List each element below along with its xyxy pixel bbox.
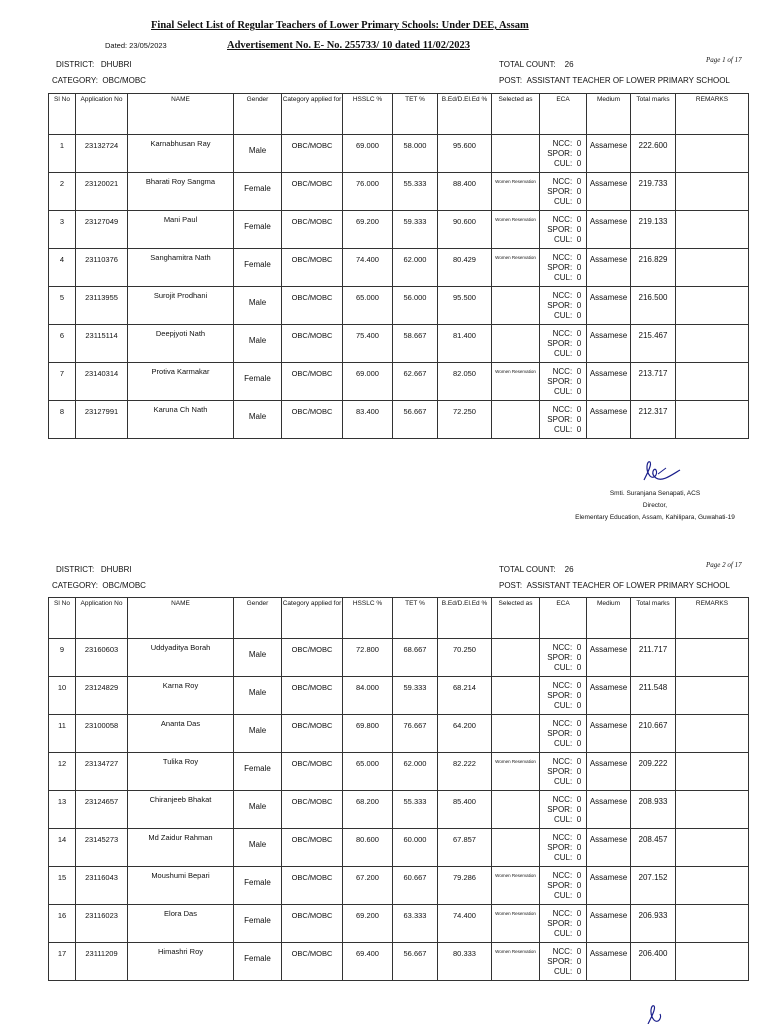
remarks (676, 829, 748, 835)
medium: Assamese (589, 293, 628, 302)
total-marks: 210.667 (638, 721, 668, 730)
selection-table-page-2 (48, 597, 749, 981)
table-row (49, 943, 749, 981)
medium: Assamese (589, 873, 628, 882)
medium: Assamese (589, 645, 628, 654)
table-row (49, 639, 749, 677)
category-label: CATEGORY: OBC/MOBC (52, 581, 146, 590)
column-header: ECA (540, 598, 587, 639)
post-value: ASSISTANT TEACHER OF LOWER PRIMARY SCHOOL (526, 76, 730, 85)
table-row (49, 401, 749, 439)
advertisement-number: Advertisement No. E- No. 255733/ 10 dated 11/02/2023 (227, 40, 470, 51)
tet-percent: 56.667 (403, 407, 427, 416)
candidate-name: Tulika Roy (162, 757, 199, 766)
selected-as (492, 325, 539, 331)
gender: Male (248, 336, 267, 345)
bed-percent: 64.200 (453, 721, 476, 730)
medium: Assamese (589, 407, 628, 416)
application-number: 23134727 (84, 759, 119, 768)
gender: Female (244, 374, 271, 383)
district-label: DISTRICT: DHUBRI (56, 565, 132, 574)
category-applied: OBC/MOBC (291, 293, 333, 302)
hsslc-percent: 69.000 (356, 141, 379, 150)
application-number: 23124657 (84, 797, 119, 806)
candidate-name: Bharati Roy Sangma (145, 177, 216, 186)
eca-scores: NCC: 0 SPOR: 0 CUL: 0 (547, 795, 582, 824)
candidate-name: Uddyaditya Borah (150, 643, 211, 652)
signatory-office: Elementary Education, Assam, Kahilipara, Guwahati-19 (575, 514, 735, 521)
tet-percent: 58.667 (403, 331, 427, 340)
hsslc-percent: 80.600 (356, 835, 379, 844)
remarks (676, 791, 748, 797)
column-header: TET % (393, 598, 438, 639)
column-header: Sl No (49, 94, 76, 135)
column-header: ECA (540, 94, 587, 135)
table-row (49, 135, 749, 173)
column-header: NAME (128, 598, 234, 639)
category-applied: OBC/MOBC (291, 835, 333, 844)
page-number: Page 2 of 17 (706, 561, 742, 569)
serial-number: 9 (59, 645, 65, 654)
tet-percent: 55.333 (403, 797, 427, 806)
candidate-name: Moushumi Bepari (151, 871, 210, 880)
total-marks: 209.222 (638, 759, 668, 768)
medium: Assamese (589, 179, 628, 188)
application-number: 23127991 (84, 407, 119, 416)
gender: Female (244, 878, 271, 887)
eca-scores: NCC: 0 SPOR: 0 CUL: 0 (547, 681, 582, 710)
remarks (676, 211, 748, 217)
selected-as: Women Reservation (495, 217, 536, 222)
bed-percent: 85.400 (453, 797, 476, 806)
eca-scores: NCC: 0 SPOR: 0 CUL: 0 (547, 871, 582, 900)
application-number: 23145273 (84, 835, 119, 844)
total-marks: 213.717 (638, 369, 668, 378)
serial-number: 8 (59, 407, 65, 416)
tet-percent: 63.333 (403, 911, 427, 920)
total-marks: 215.467 (638, 331, 668, 340)
hsslc-percent: 74.400 (356, 255, 379, 264)
bed-percent: 68.214 (453, 683, 476, 692)
serial-number: 17 (57, 949, 67, 958)
candidate-name: Karna Roy (162, 681, 199, 690)
remarks (676, 753, 748, 759)
candidate-name: Deepjyoti Nath (155, 329, 206, 338)
category-applied: OBC/MOBC (291, 911, 333, 920)
selected-as (492, 135, 539, 141)
post-label: POST: ASSISTANT TEACHER OF LOWER PRIMARY SCHOOL (499, 76, 730, 85)
serial-number: 4 (59, 255, 65, 264)
selected-as: Women Reservation (495, 911, 536, 916)
remarks (676, 173, 748, 179)
remarks (676, 135, 748, 141)
table-row (49, 715, 749, 753)
gender: Male (248, 726, 267, 735)
selected-as (492, 829, 539, 835)
tet-percent: 60.000 (403, 835, 427, 844)
category-applied: OBC/MOBC (291, 683, 333, 692)
eca-scores: NCC: 0 SPOR: 0 CUL: 0 (547, 253, 582, 282)
total-marks: 211.548 (638, 683, 668, 692)
column-header: Sl No (49, 598, 76, 639)
medium: Assamese (589, 683, 628, 692)
total-marks: 216.829 (638, 255, 668, 264)
total-marks: 206.400 (638, 949, 668, 958)
gender: Female (244, 764, 271, 773)
application-number: 23160603 (84, 645, 119, 654)
bed-percent: 70.250 (453, 645, 476, 654)
tet-percent: 59.333 (403, 217, 427, 226)
selected-as (492, 715, 539, 721)
tet-percent: 62.667 (403, 369, 427, 378)
category-applied: OBC/MOBC (291, 721, 333, 730)
bed-percent: 79.286 (453, 873, 476, 882)
medium: Assamese (589, 217, 628, 226)
bed-percent: 82.050 (453, 369, 476, 378)
total-marks: 208.933 (638, 797, 668, 806)
total-count: TOTAL COUNT: 26 (499, 565, 574, 574)
medium: Assamese (589, 331, 628, 340)
tet-percent: 56.000 (403, 293, 427, 302)
category-applied: OBC/MOBC (291, 255, 333, 264)
tet-percent: 59.333 (403, 683, 427, 692)
eca-scores: NCC: 0 SPOR: 0 CUL: 0 (547, 719, 582, 748)
candidate-name: Protiva Karmakar (151, 367, 210, 376)
remarks (676, 325, 748, 331)
selected-as (492, 401, 539, 407)
category-label: CATEGORY: OBC/MOBC (52, 76, 146, 85)
column-header: Medium (587, 94, 631, 135)
total-marks: 216.500 (638, 293, 668, 302)
gender: Female (244, 222, 271, 231)
candidate-name: Ananta Das (160, 719, 201, 728)
application-number: 23116043 (85, 873, 118, 882)
signatory-name: Smti. Suranjana Senapati, ACS (609, 490, 701, 497)
hsslc-percent: 68.200 (356, 797, 379, 806)
document-title: Final Select List of Regular Teachers of Lower Primary Schools: Under DEE, Assam (151, 20, 529, 31)
eca-scores: NCC: 0 SPOR: 0 CUL: 0 (547, 833, 582, 862)
candidate-name: Elora Das (164, 909, 197, 918)
hsslc-percent: 72.800 (356, 645, 379, 654)
application-number: 23140314 (84, 369, 119, 378)
tet-percent: 76.667 (403, 721, 427, 730)
medium: Assamese (589, 721, 628, 730)
column-header: Selected as (492, 598, 540, 639)
category-applied: OBC/MOBC (291, 759, 333, 768)
application-number: 23127049 (84, 217, 119, 226)
candidate-name: Sanghamitra Nath (150, 253, 211, 262)
total-marks: 207.152 (638, 873, 668, 882)
application-number: 23115114 (85, 331, 118, 340)
application-number: 23113955 (85, 293, 118, 302)
gender: Female (244, 916, 271, 925)
eca-scores: NCC: 0 SPOR: 0 CUL: 0 (547, 291, 582, 320)
hsslc-percent: 69.200 (356, 911, 379, 920)
category-applied: OBC/MOBC (291, 645, 333, 654)
eca-scores: NCC: 0 SPOR: 0 CUL: 0 (547, 405, 582, 434)
candidate-name: Md Zaidur Rahman (148, 833, 213, 842)
column-header: Total marks (631, 598, 676, 639)
medium: Assamese (589, 369, 628, 378)
serial-number: 1 (59, 141, 65, 150)
bed-percent: 80.429 (453, 255, 476, 264)
selected-as (492, 639, 539, 645)
district-value: DHUBRI (100, 60, 132, 69)
selected-as: Women Reservation (495, 759, 536, 764)
total-marks: 219.733 (638, 179, 668, 188)
serial-number: 12 (57, 759, 67, 768)
gender: Male (248, 650, 267, 659)
column-header: Category applied for (282, 94, 343, 135)
medium: Assamese (589, 797, 628, 806)
bed-percent: 74.400 (453, 911, 476, 920)
application-number: 23111209 (85, 949, 118, 958)
remarks (676, 401, 748, 407)
serial-number: 13 (57, 797, 67, 806)
serial-number: 3 (59, 217, 65, 226)
table-row (49, 905, 749, 943)
remarks (676, 867, 748, 873)
serial-number: 6 (59, 331, 65, 340)
application-number: 23132724 (84, 141, 119, 150)
serial-number: 2 (59, 179, 65, 188)
application-number: 23120021 (84, 179, 119, 188)
bed-percent: 88.400 (453, 179, 476, 188)
gender: Male (248, 840, 267, 849)
candidate-name: Mani Paul (163, 215, 198, 224)
tet-percent: 58.000 (403, 141, 427, 150)
selected-as (492, 791, 539, 797)
remarks (676, 905, 748, 911)
eca-scores: NCC: 0 SPOR: 0 CUL: 0 (547, 947, 582, 976)
district-value: DHUBRI (100, 565, 132, 574)
remarks (676, 287, 748, 293)
column-header: Application No (76, 598, 128, 639)
application-number: 23116023 (85, 911, 118, 920)
signatory-block (560, 488, 750, 524)
column-header: TET % (393, 94, 438, 135)
candidate-name: Surojit Prodhani (153, 291, 208, 300)
hsslc-percent: 75.400 (356, 331, 379, 340)
category-value: OBC/MOBC (102, 581, 146, 590)
hsslc-percent: 69.200 (356, 217, 379, 226)
hsslc-percent: 67.200 (356, 873, 379, 882)
medium: Assamese (589, 949, 628, 958)
bed-percent: 81.400 (453, 331, 476, 340)
column-header: Gender (234, 94, 282, 135)
hsslc-percent: 65.000 (356, 293, 379, 302)
serial-number: 5 (59, 293, 65, 302)
tet-percent: 60.667 (403, 873, 427, 882)
tet-percent: 55.333 (403, 179, 427, 188)
eca-scores: NCC: 0 SPOR: 0 CUL: 0 (547, 909, 582, 938)
serial-number: 16 (57, 911, 67, 920)
serial-number: 10 (57, 683, 67, 692)
selected-as (492, 677, 539, 683)
table-row (49, 325, 749, 363)
remarks (676, 249, 748, 255)
total-marks: 222.600 (638, 141, 668, 150)
column-header: Medium (587, 598, 631, 639)
column-header: Gender (234, 598, 282, 639)
category-applied: OBC/MOBC (291, 873, 333, 882)
eca-scores: NCC: 0 SPOR: 0 CUL: 0 (547, 757, 582, 786)
table-row (49, 867, 749, 905)
eca-scores: NCC: 0 SPOR: 0 CUL: 0 (547, 643, 582, 672)
hsslc-percent: 83.400 (356, 407, 379, 416)
selected-as: Women Reservation (495, 949, 536, 954)
selection-table-page-1 (48, 93, 749, 439)
total-marks: 206.933 (638, 911, 668, 920)
table-row (49, 249, 749, 287)
serial-number: 11 (58, 721, 66, 730)
eca-scores: NCC: 0 SPOR: 0 CUL: 0 (547, 177, 582, 206)
column-header: B.Ed/D.El.Ed % (438, 94, 492, 135)
selected-as: Women Reservation (495, 873, 536, 878)
gender: Female (244, 954, 271, 963)
serial-number: 7 (59, 369, 65, 378)
bed-percent: 90.600 (453, 217, 476, 226)
category-applied: OBC/MOBC (291, 369, 333, 378)
serial-number: 14 (57, 835, 67, 844)
category-applied: OBC/MOBC (291, 179, 333, 188)
signature-image (636, 458, 686, 488)
medium: Assamese (589, 141, 628, 150)
candidate-name: Chiranjeeb Bhakat (149, 795, 212, 804)
page-number: Page 1 of 17 (706, 56, 742, 64)
candidate-name: Karuna Ch Nath (153, 405, 208, 414)
gender: Male (248, 688, 267, 697)
medium: Assamese (589, 835, 628, 844)
bed-percent: 95.500 (453, 293, 476, 302)
medium: Assamese (589, 911, 628, 920)
bed-percent: 82.222 (453, 759, 476, 768)
selected-as (492, 287, 539, 293)
hsslc-percent: 69.400 (356, 949, 379, 958)
eca-scores: NCC: 0 SPOR: 0 CUL: 0 (547, 367, 582, 396)
column-header: Selected as (492, 94, 540, 135)
table-row (49, 211, 749, 249)
gender: Male (248, 802, 267, 811)
gender: Male (248, 146, 267, 155)
total-marks: 219.133 (638, 217, 668, 226)
date-label: Dated: 23/05/2023 (105, 41, 167, 50)
medium: Assamese (589, 255, 628, 264)
selected-as: Women Reservation (495, 369, 536, 374)
category-applied: OBC/MOBC (291, 797, 333, 806)
category-applied: OBC/MOBC (291, 141, 333, 150)
remarks (676, 715, 748, 721)
gender: Female (244, 260, 271, 269)
bed-percent: 72.250 (453, 407, 476, 416)
hsslc-percent: 65.000 (356, 759, 379, 768)
column-header: B.Ed/D.El.Ed % (438, 598, 492, 639)
category-applied: OBC/MOBC (291, 331, 333, 340)
column-header: REMARKS (676, 94, 749, 135)
table-row (49, 173, 749, 211)
eca-scores: NCC: 0 SPOR: 0 CUL: 0 (547, 215, 582, 244)
tet-percent: 62.000 (403, 759, 427, 768)
post-label: POST: ASSISTANT TEACHER OF LOWER PRIMARY SCHOOL (499, 581, 730, 590)
application-number: 23110376 (85, 255, 118, 264)
hsslc-percent: 76.000 (356, 179, 379, 188)
gender: Female (244, 184, 271, 193)
serial-number: 15 (57, 873, 67, 882)
total-count: TOTAL COUNT: 26 (499, 60, 574, 69)
remarks (676, 943, 748, 949)
column-header: HSSLC % (343, 598, 393, 639)
total-marks: 212.317 (638, 407, 668, 416)
hsslc-percent: 69.000 (356, 369, 379, 378)
selected-as: Women Reservation (495, 179, 536, 184)
column-header: Category applied for (282, 598, 343, 639)
bed-percent: 95.600 (453, 141, 476, 150)
table-row (49, 287, 749, 325)
candidate-name: Karnabhusan Ray (150, 139, 211, 148)
table-row (49, 363, 749, 401)
column-header: Application No (76, 94, 128, 135)
application-number: 23124829 (84, 683, 119, 692)
table-row (49, 829, 749, 867)
candidate-name: Himashri Roy (157, 947, 203, 956)
column-header: NAME (128, 94, 234, 135)
hsslc-percent: 69.800 (356, 721, 379, 730)
tet-percent: 62.000 (403, 255, 427, 264)
category-applied: OBC/MOBC (291, 217, 333, 226)
remarks (676, 639, 748, 645)
gender: Male (248, 412, 267, 421)
category-value: OBC/MOBC (102, 76, 146, 85)
table-row (49, 677, 749, 715)
signatory-designation: Director, (642, 502, 668, 509)
post-value: ASSISTANT TEACHER OF LOWER PRIMARY SCHOOL (526, 581, 730, 590)
column-header: HSSLC % (343, 94, 393, 135)
gender: Male (248, 298, 267, 307)
tet-percent: 68.667 (403, 645, 427, 654)
signature-image (640, 1002, 690, 1024)
application-number: 23100058 (84, 721, 119, 730)
medium: Assamese (589, 759, 628, 768)
column-header: REMARKS (676, 598, 749, 639)
bed-percent: 67.857 (453, 835, 476, 844)
category-applied: OBC/MOBC (291, 949, 333, 958)
district-label: DISTRICT: DHUBRI (56, 60, 132, 69)
remarks (676, 363, 748, 369)
remarks (676, 677, 748, 683)
tet-percent: 56.667 (403, 949, 427, 958)
eca-scores: NCC: 0 SPOR: 0 CUL: 0 (547, 329, 582, 358)
selected-as: Women Reservation (495, 255, 536, 260)
table-row (49, 753, 749, 791)
column-header: Total marks (631, 94, 676, 135)
bed-percent: 80.333 (453, 949, 476, 958)
category-applied: OBC/MOBC (291, 407, 333, 416)
table-row (49, 791, 749, 829)
eca-scores: NCC: 0 SPOR: 0 CUL: 0 (547, 139, 582, 168)
total-marks: 208.457 (638, 835, 668, 844)
hsslc-percent: 84.000 (356, 683, 379, 692)
total-marks: 211.717 (638, 645, 668, 654)
